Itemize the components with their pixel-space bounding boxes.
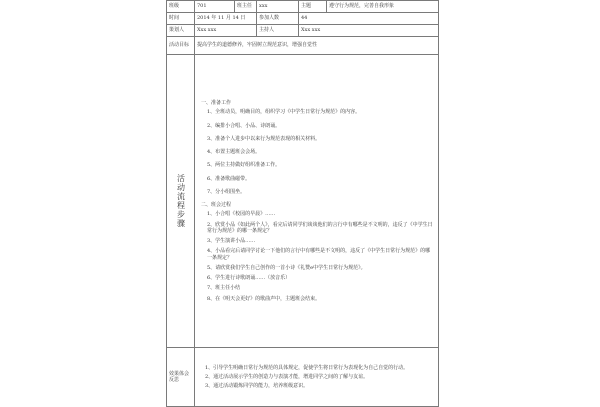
- reflection-label: 效果体会反思: [167, 348, 195, 407]
- reflection-item: 2、通过活动展示学生的创造力与表演才能，增进同学之间的了解与友谊。: [205, 373, 369, 380]
- process-item: 3、学生演讲小品……: [207, 238, 256, 245]
- process-label: 活动流程步骤: [176, 174, 186, 228]
- section-prep-title: 一、准备工作: [201, 100, 232, 107]
- time-label: 时间: [167, 13, 195, 25]
- prep-item: 1、全班动员，明确目的，组织学习《中学生日常行为规范》的内容。: [207, 109, 361, 116]
- process-item: 1、小合唱《校园的早晨》……: [207, 211, 276, 218]
- process-item: 4、小品看完后请同学讨论一下他们的言行中有哪些是不文明的，违反了《中学生日常行为规范》的哪一条规定？: [207, 248, 431, 261]
- form-row-process: [167, 55, 439, 348]
- prep-item: 6、准备歌曲磁带。: [207, 175, 251, 182]
- form-row-time: [167, 13, 439, 25]
- teacher-label: 班主任: [235, 1, 257, 13]
- process-item: 5、请欣赏我们学生自己创作的一首小诗《礼赞e中学生日常行为规范》。: [207, 264, 366, 271]
- prep-item: 3、准备个人进步中以来行为规范表现的相关材料。: [207, 135, 321, 142]
- planner-value: Xxx xxx: [195, 25, 257, 37]
- class-value: 701: [195, 1, 235, 13]
- prep-item: 4、布置主题班会会场。: [207, 149, 261, 156]
- host-value: Xxx xxx: [299, 25, 439, 37]
- form-row-class: [167, 1, 439, 13]
- section-process-title: 二、班会过程: [201, 202, 232, 209]
- class-label: 班级: [167, 1, 195, 13]
- goal-label: 活动目标: [167, 37, 195, 55]
- process-content: [195, 55, 439, 348]
- activity-record-sheet: [166, 0, 438, 400]
- prep-item: 7、分小组围坐。: [207, 188, 246, 195]
- prep-item: 2、编排小合唱、小品、诗朗诵。: [207, 122, 281, 129]
- process-item: 7、班主任小结: [207, 285, 241, 292]
- form-row-reflection: [167, 348, 439, 407]
- goal-value: 提高学生的道德修养，牢固树立规范意识，增强自觉性: [195, 37, 439, 55]
- teacher-value: xxx: [257, 1, 299, 13]
- reflection-item: 1、引导学生明确日常行为规范的具体规定，促使学生将日常行为表现化为自己自觉的行动。: [205, 364, 409, 371]
- topic-label: 主题: [299, 1, 327, 13]
- process-item: 8、在《明天会更好》的歌曲声中，主题班会结束。: [207, 295, 321, 302]
- reflection-item: 3、通过活动锻炼同学的能力，培养班级意识。: [205, 383, 309, 390]
- time-value: 2014 年 11 月 14 日: [195, 13, 257, 25]
- attendance-label: 参加人数: [257, 13, 299, 25]
- class-meeting-form: [166, 0, 439, 407]
- form-row-planner: [167, 25, 439, 37]
- process-label-cell: [167, 55, 195, 348]
- prep-item: 5、两位主持做好组织准备工作。: [207, 162, 281, 169]
- host-label: 主持人: [257, 25, 299, 37]
- form-row-goal: [167, 37, 439, 55]
- topic-value: 遵守行为规范，完善自我形象: [327, 1, 439, 13]
- reflection-content: [195, 348, 439, 407]
- process-item: 2、欣赏小品《如此两个人》，看完后请同学们谈谈他们的言行中有哪些是不文明的，违反了《中学生日常行为规范》的哪一条规定？: [207, 221, 433, 234]
- process-item: 6、学生进行诗歌朗诵……（放音乐）: [207, 275, 291, 282]
- attendance-value: 44: [299, 13, 439, 25]
- planner-label: 策划人: [167, 25, 195, 37]
